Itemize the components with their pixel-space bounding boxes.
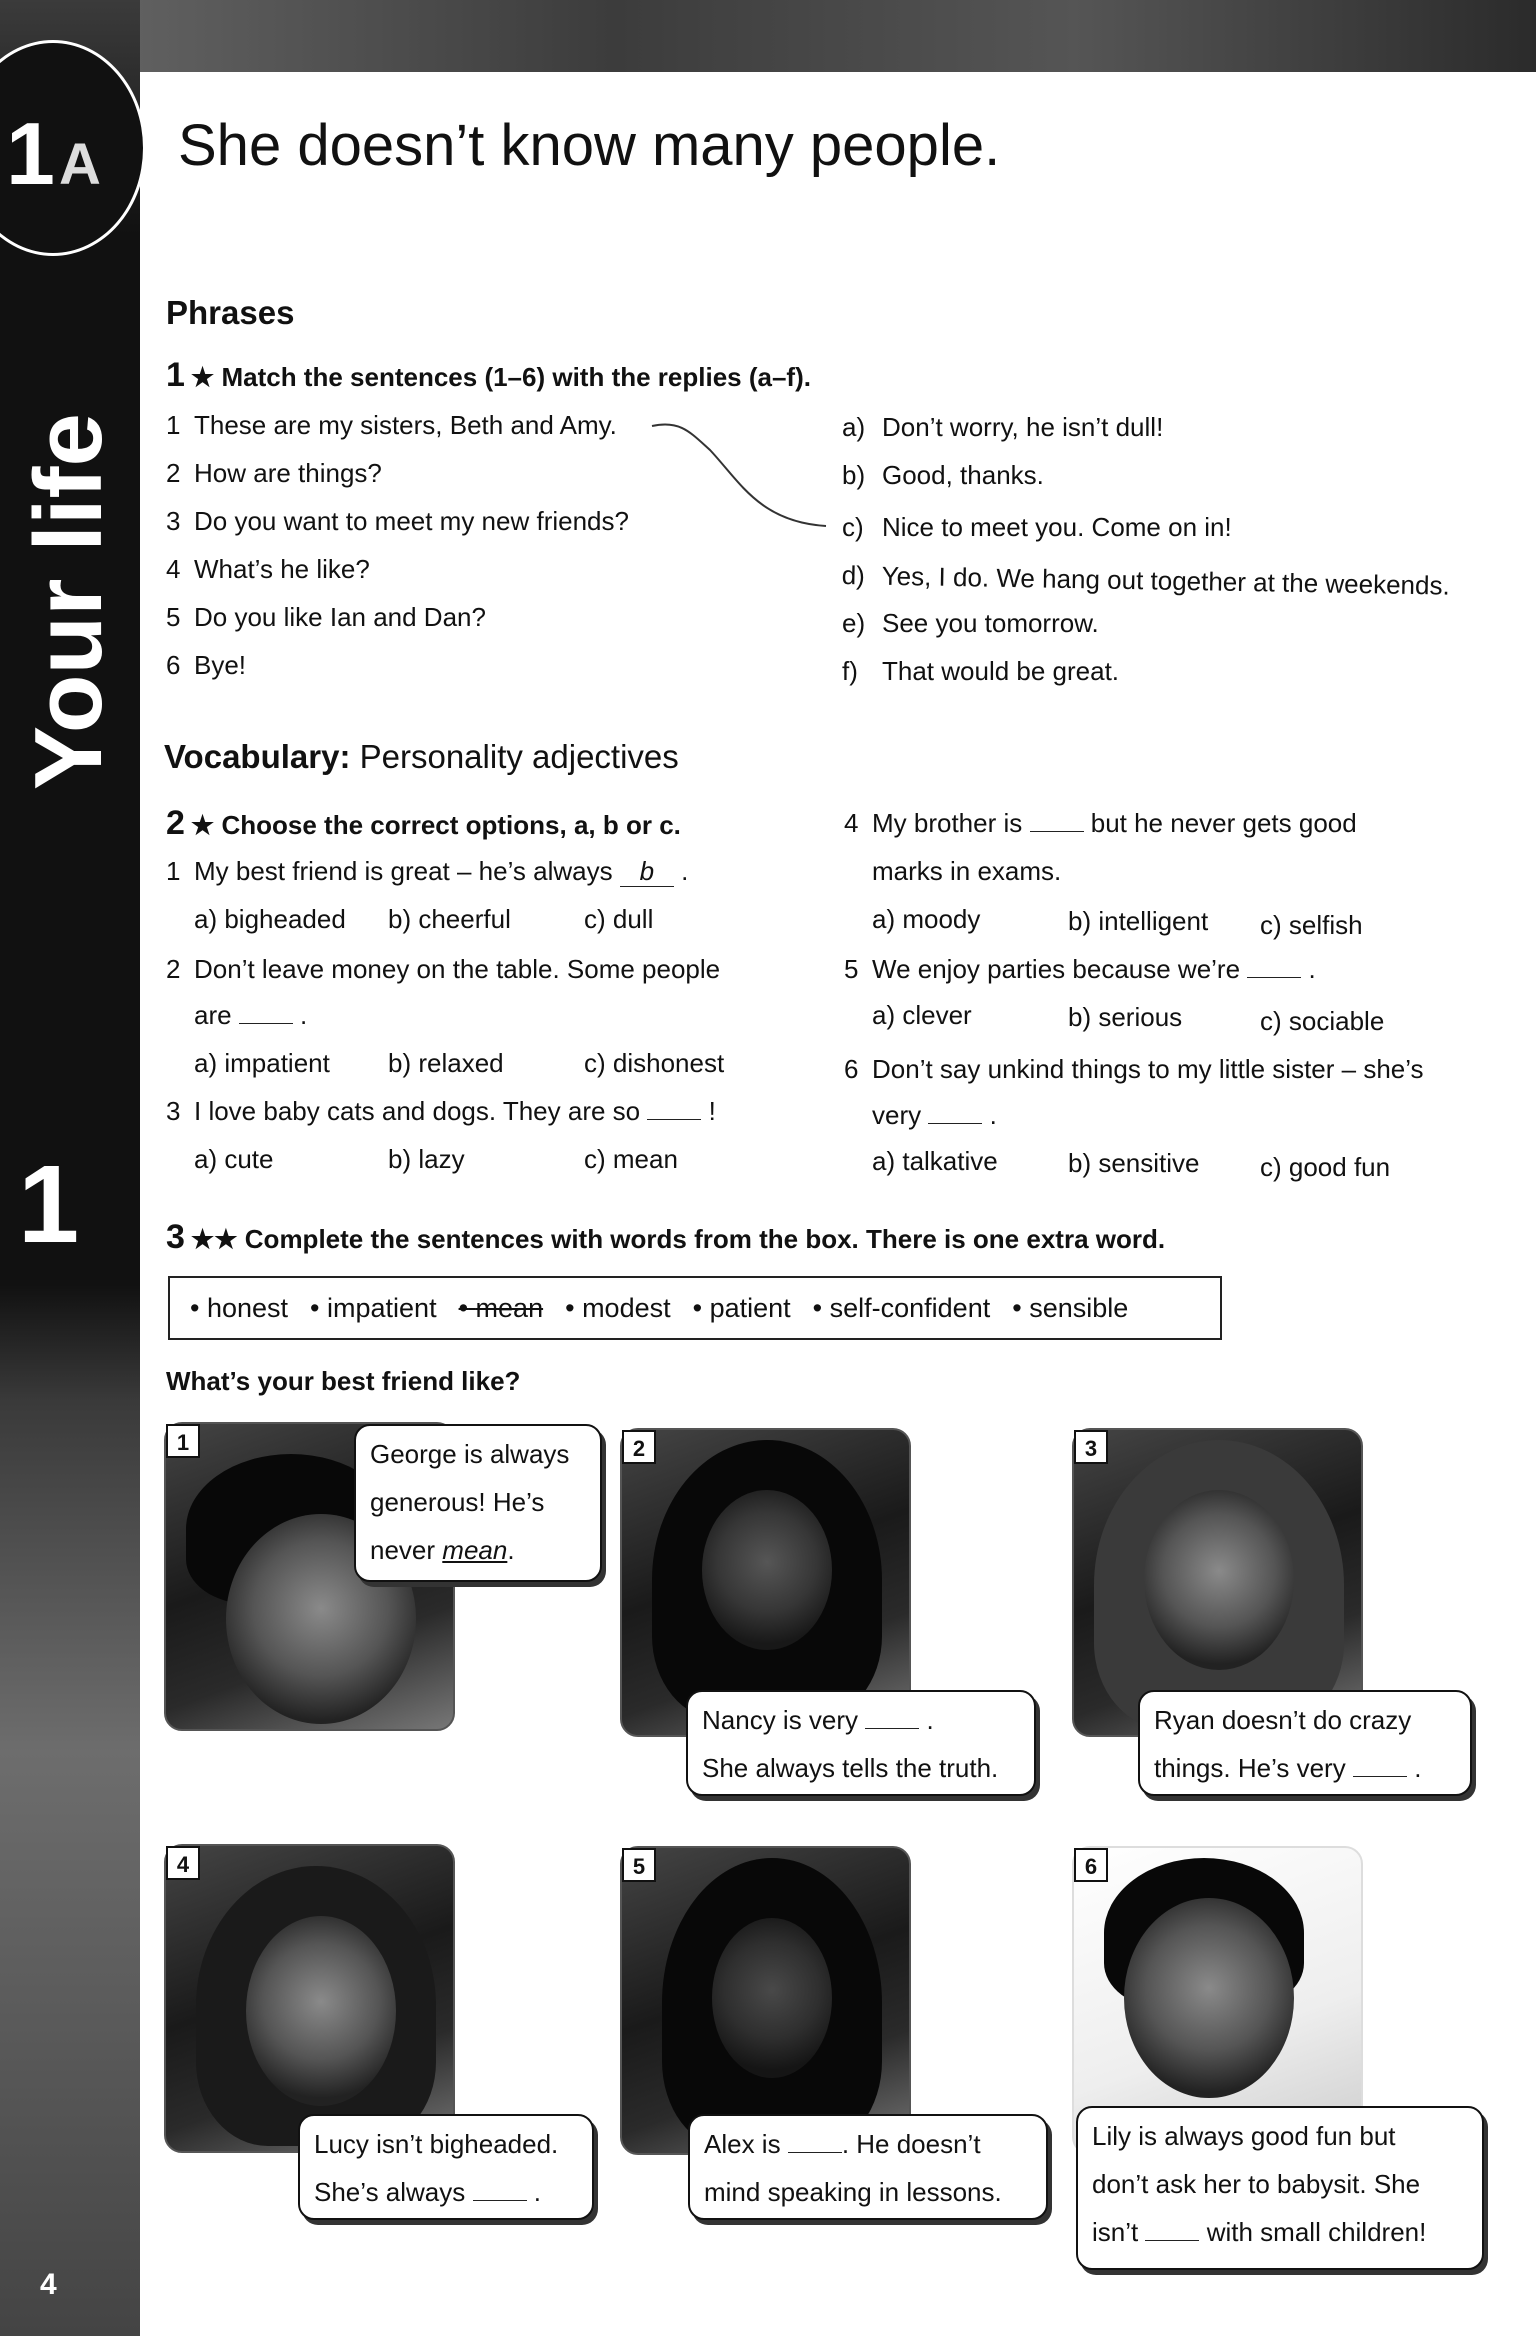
side-title: Your life <box>15 413 122 790</box>
question-text: My best friend is great – he’s always <box>194 856 613 886</box>
word-patient <box>693 1293 791 1324</box>
speech-bubble-1 <box>354 1424 602 1582</box>
bubble-text: . <box>533 2177 541 2207</box>
word-text: patient <box>709 1292 791 1323</box>
sentence-5 <box>166 602 486 633</box>
answer-blank[interactable] <box>239 1023 293 1024</box>
bubble-text: She’s always <box>314 2177 466 2207</box>
option-c[interactable]: c) mean <box>584 1144 678 1174</box>
reply-letter: c) <box>842 512 864 542</box>
word-text: sensible <box>1029 1292 1129 1323</box>
bubble-line: Lily is always good fun but <box>1092 2121 1396 2151</box>
option-c[interactable]: c) good fun <box>1260 1152 1391 1182</box>
reply-letter: b) <box>842 460 866 490</box>
bubble-line: don’t ask her to babysit. She <box>1092 2169 1421 2199</box>
question-text-2: but he never gets good <box>1090 808 1357 838</box>
top-band <box>0 0 1536 72</box>
question-end: . <box>989 1100 997 1130</box>
reply-e <box>842 608 1099 639</box>
sentence-2 <box>166 458 382 489</box>
reply-text: Yes, I do. We hang out together at the weekends. <box>881 560 1450 601</box>
word-text: modest <box>582 1292 671 1323</box>
question-end: . <box>300 1000 308 1030</box>
item-number-3: 3 <box>1074 1430 1108 1464</box>
heading-bold: Vocabulary: <box>164 738 351 775</box>
question-number: 6 <box>844 1054 859 1084</box>
reply-a <box>842 412 1163 443</box>
unit-number: 1 <box>6 104 55 203</box>
question-end: ! <box>708 1096 716 1126</box>
question-text: Don’t say unkind things to my little sister – she’s <box>872 1054 1424 1084</box>
speech-bubble-6 <box>1076 2106 1484 2270</box>
answer-blank[interactable] <box>473 2200 527 2201</box>
sentence-6 <box>166 650 246 681</box>
question-text: We enjoy parties because we’re <box>872 954 1241 984</box>
bullet-icon: • <box>310 1292 320 1323</box>
bubble-line: Lucy isn’t bigheaded. <box>314 2129 559 2159</box>
reply-f <box>842 656 1119 687</box>
bubble-line <box>704 2120 1032 2168</box>
item-number-1: 1 <box>166 1424 200 1458</box>
vocab-question-4-line2: marks in exams. <box>872 856 1062 886</box>
option-b[interactable]: b) cheerful <box>388 904 511 934</box>
word-text: impatient <box>327 1292 437 1323</box>
bubble-line <box>702 1696 1020 1744</box>
reply-d <box>841 560 1450 602</box>
bullet-icon: • <box>565 1292 575 1323</box>
sentence-1 <box>166 410 617 441</box>
face-shape <box>1124 1898 1294 2098</box>
bullet-icon: • <box>692 1292 703 1323</box>
page-paper <box>150 72 1536 292</box>
reply-letter: f) <box>842 656 858 686</box>
sentence-text: How are things? <box>194 458 382 488</box>
exercise-number: 3 <box>166 1218 185 1256</box>
bubble-text: Alex is <box>704 2129 781 2159</box>
bubble-line: George is always <box>370 1439 570 1469</box>
bubble-text: . <box>926 1705 934 1735</box>
answer-blank[interactable] <box>1247 977 1301 978</box>
vocab-question-6 <box>844 1054 1424 1085</box>
speech-bubble-2 <box>686 1690 1036 1796</box>
exercise-3-instruction <box>166 1218 1165 1257</box>
item-number-6: 6 <box>1074 1848 1108 1882</box>
exercise-2-instruction <box>166 804 681 843</box>
sentence-text: Do you like Ian and Dan? <box>194 602 486 632</box>
question-text: My brother is <box>872 808 1023 838</box>
page-title: She doesn’t know many people. <box>178 113 1001 178</box>
word-sensible <box>1012 1293 1128 1324</box>
speech-bubble-5 <box>688 2114 1048 2220</box>
answer-blank[interactable] <box>1030 831 1084 832</box>
bullet-icon: • <box>812 1292 823 1323</box>
speech-bubble-3 <box>1138 1690 1472 1796</box>
example-answer: mean <box>442 1535 508 1565</box>
answer-blank[interactable] <box>1145 2240 1199 2241</box>
heading-topic: Personality adjectives <box>359 738 679 775</box>
sentence-text: These are my sisters, Beth and Amy. <box>194 410 617 440</box>
answer-blank[interactable] <box>788 2152 842 2153</box>
word-text: honest <box>206 1292 289 1323</box>
bubble-line <box>370 1526 586 1574</box>
reply-letter: d) <box>841 560 866 591</box>
bubble-text: . <box>1414 1753 1422 1783</box>
match-line <box>640 410 840 540</box>
exercise-number: 1 <box>166 356 185 394</box>
reply-text: See you tomorrow. <box>882 608 1099 638</box>
answer-blank[interactable]: b <box>620 857 674 887</box>
bubble-text: . <box>507 1535 515 1565</box>
bubble-text: isn’t <box>1092 2217 1139 2247</box>
answer-blank[interactable] <box>928 1123 982 1124</box>
question-number: 2 <box>166 954 181 984</box>
page-number: 4 <box>40 2268 57 2301</box>
exercise-1-instruction <box>166 356 811 395</box>
bullet-icon: • <box>458 1292 469 1323</box>
reply-letter: a) <box>842 412 866 442</box>
sentence-text: Bye! <box>194 650 247 680</box>
option-b[interactable]: b) relaxed <box>388 1048 504 1078</box>
answer-blank[interactable] <box>1353 1776 1407 1777</box>
question-number: 1 <box>166 856 181 886</box>
star-icon: ★ <box>190 810 215 840</box>
question-end: . <box>681 856 689 886</box>
speech-bubble-4 <box>298 2114 594 2220</box>
instruction-text: Choose the correct options, a, b or c. <box>221 810 681 840</box>
bubble-text: Nancy is very <box>702 1705 859 1735</box>
option-c[interactable]: c) sociable <box>1260 1006 1385 1036</box>
star-icon: ★ <box>190 362 215 392</box>
unit-letter: A <box>58 132 101 197</box>
sentence-number: 1 <box>166 410 181 440</box>
star-icon: ★★ <box>190 1224 238 1254</box>
word-text: mean <box>475 1292 544 1323</box>
face-shape <box>1144 1490 1294 1670</box>
option-c[interactable]: c) dishonest <box>584 1048 725 1078</box>
option-a[interactable]: a) impatient <box>194 1048 330 1078</box>
vocabulary-heading <box>164 738 679 776</box>
word-text: self-confident <box>829 1292 991 1323</box>
question-text: I love baby cats and dogs. They are so <box>194 1096 641 1126</box>
reply-c <box>842 512 1232 543</box>
sentence-3 <box>166 506 629 537</box>
option-a[interactable]: a) clever <box>872 1000 972 1030</box>
sentence-number: 4 <box>166 554 181 584</box>
option-c[interactable]: c) selfish <box>1260 910 1363 940</box>
reply-text: Nice to meet you. Come on in! <box>882 512 1232 542</box>
option-b[interactable]: b) serious <box>1068 1002 1183 1032</box>
reply-letter: e) <box>842 608 866 638</box>
word-mean-crossed <box>459 1293 544 1324</box>
option-c[interactable]: c) dull <box>584 904 654 934</box>
word-self-confident <box>813 1293 991 1324</box>
bullet-icon: • <box>1012 1292 1022 1323</box>
question-number: 3 <box>166 1096 181 1126</box>
question-number: 4 <box>844 808 859 838</box>
bubble-line <box>1092 2208 1468 2256</box>
phrases-heading: Phrases <box>166 294 295 331</box>
sentence-number: 3 <box>166 506 181 536</box>
sentence-number: 6 <box>166 650 181 680</box>
bubble-line: She always tells the truth. <box>702 1753 999 1783</box>
option-b[interactable]: b) sensitive <box>1068 1148 1200 1178</box>
photo-4 <box>164 1844 455 2153</box>
word-box <box>168 1276 1222 1340</box>
word-modest <box>565 1293 671 1324</box>
sentence-text: What’s he like? <box>194 554 370 584</box>
question-number: 5 <box>844 954 859 984</box>
sentence-4 <box>166 554 370 585</box>
bubble-text: things. He’s very <box>1154 1753 1346 1783</box>
bubble-line: Ryan doesn’t do crazy <box>1154 1705 1412 1735</box>
option-a[interactable]: a) bigheaded <box>194 904 346 934</box>
bubble-text: never <box>370 1535 436 1565</box>
side-number: 1 <box>18 1143 80 1266</box>
option-b[interactable]: b) lazy <box>388 1144 465 1174</box>
face-shape <box>712 1918 832 2078</box>
answer-blank[interactable] <box>865 1728 919 1729</box>
face-shape <box>246 1916 396 2106</box>
reply-text: That would be great. <box>882 656 1120 686</box>
bubble-line: mind speaking in lessons. <box>704 2177 1002 2207</box>
photo-5 <box>620 1846 911 2155</box>
sentence-number: 2 <box>166 458 181 488</box>
bubble-line <box>1154 1744 1456 1792</box>
instruction-text: Complete the sentences with words from the box. There is one extra word. <box>244 1224 1166 1254</box>
bubble-line: generous! He’s <box>370 1487 545 1517</box>
bubble-line <box>314 2168 578 2216</box>
vocab-question-1 <box>166 856 688 887</box>
option-a[interactable]: a) talkative <box>872 1146 998 1176</box>
question-text: Don’t leave money on the table. Some people <box>194 954 721 984</box>
face-shape <box>702 1490 832 1650</box>
vocab-question-6-line2 <box>872 1100 997 1131</box>
bubble-text: with small children! <box>1206 2217 1427 2247</box>
bubble-text: . He doesn’t <box>841 2129 981 2159</box>
item-number-5: 5 <box>622 1848 656 1882</box>
question-end: . <box>1308 954 1316 984</box>
item-number-4: 4 <box>166 1846 200 1880</box>
option-a[interactable]: a) cute <box>194 1144 274 1174</box>
answer-blank[interactable] <box>647 1119 701 1120</box>
word-impatient <box>310 1293 437 1324</box>
option-a[interactable]: a) moody <box>872 904 981 934</box>
item-number-2: 2 <box>622 1430 656 1464</box>
sentence-text: Do you want to meet my new friends? <box>194 506 629 536</box>
vocab-question-3 <box>166 1096 716 1127</box>
option-b[interactable]: b) intelligent <box>1068 906 1209 936</box>
vocab-question-4 <box>844 808 1357 839</box>
sentence-number: 5 <box>166 602 181 632</box>
reply-text: Good, thanks. <box>882 460 1044 490</box>
vocab-question-2 <box>166 954 720 985</box>
vocab-question-5 <box>844 954 1316 985</box>
reply-b <box>842 460 1044 491</box>
question-text: are <box>194 1000 232 1030</box>
instruction-text: Match the sentences (1–6) with the replies (a–f). <box>221 362 811 392</box>
bullet-icon: • <box>190 1292 200 1323</box>
vocab-question-2-line2 <box>194 1000 307 1031</box>
exercise-number: 2 <box>166 804 185 842</box>
unit-code <box>6 104 101 203</box>
question-text: very <box>872 1100 922 1130</box>
exercise-3-question: What’s your best friend like? <box>166 1366 521 1396</box>
word-honest <box>190 1293 288 1324</box>
reply-text: Don’t worry, he isn’t dull! <box>882 412 1164 442</box>
